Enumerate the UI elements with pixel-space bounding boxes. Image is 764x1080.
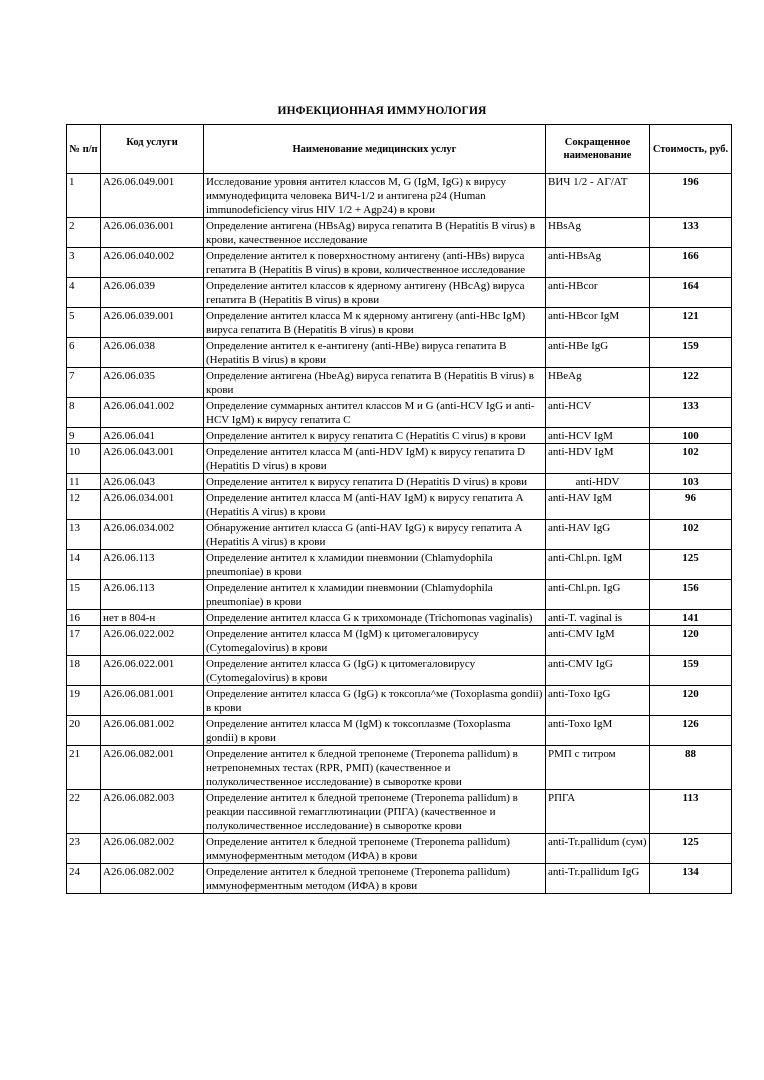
- price-cell: 96: [650, 490, 732, 520]
- row-num-cell: 15: [67, 580, 101, 610]
- row-num-cell: 9: [67, 428, 101, 444]
- table-row: [67, 338, 732, 368]
- service-name-cell: Определение антигена (HbeAg) вируса гепатита B (Hepatitis B virus) в крови: [204, 368, 546, 398]
- service-code-cell: A26.06.034.002: [101, 520, 204, 550]
- service-name-cell: Определение антител к бледной трепонеме (Treponema pallidum) иммуноферментным методом (ИФА) в крови: [204, 834, 546, 864]
- table-row: [67, 716, 732, 746]
- short-name-cell: anti-HDV: [546, 474, 650, 490]
- service-name-cell: Определение антител класса M (IgM) к цитомегаловирусу (Cytomegalovirus) в крови: [204, 626, 546, 656]
- service-name-cell: Определение суммарных антител классов M и G (anti-HCV IgG и anti-HCV IgM) к вирусу гепатита C: [204, 398, 546, 428]
- price-cell: 159: [650, 338, 732, 368]
- service-name-cell: Определение антител класса G к трихомонаде (Trichomonas vaginalis): [204, 610, 546, 626]
- header-price: Стоимость, руб.: [650, 125, 732, 174]
- service-code-cell: A26.06.038: [101, 338, 204, 368]
- service-code-cell: A26.06.035: [101, 368, 204, 398]
- header-name: Наименование медицинских услуг: [204, 125, 546, 174]
- service-code-cell: A26.06.082.002: [101, 864, 204, 894]
- service-name-cell: Определение антител класса M (IgM) к токсоплазме (Toxoplasma gondii) в крови: [204, 716, 546, 746]
- short-name-cell: РПГА: [546, 790, 650, 834]
- short-name-cell: anti-Tr.pallidum (сум): [546, 834, 650, 864]
- page-title: ИНФЕКЦИОННАЯ ИММУНОЛОГИЯ: [277, 105, 487, 117]
- service-code-cell: A26.06.040.002: [101, 248, 204, 278]
- table-header-row: [67, 125, 732, 174]
- service-code-cell: A26.06.049.001: [101, 174, 204, 218]
- service-name-cell: Определение антител к вирусу гепатита D (Hepatitis D virus) в крови: [204, 474, 546, 490]
- service-code-cell: A26.06.082.002: [101, 834, 204, 864]
- table-row: [67, 444, 732, 474]
- row-num-cell: 11: [67, 474, 101, 490]
- short-name-cell: anti-Tr.pallidum IgG: [546, 864, 650, 894]
- price-cell: 156: [650, 580, 732, 610]
- service-code-cell: A26.06.082.003: [101, 790, 204, 834]
- row-num-cell: 17: [67, 626, 101, 656]
- table-row: [67, 550, 732, 580]
- row-num-cell: 19: [67, 686, 101, 716]
- service-name-cell: Определение антител класса G (IgG) к цитомегаловирусу (Cytomegalovirus) в крови: [204, 656, 546, 686]
- table-body: [67, 174, 732, 894]
- service-name-cell: Определение антител класса G (IgG) к токсопла^ме (Toxoplasma gondii) в крови: [204, 686, 546, 716]
- service-code-cell: A26.06.022.002: [101, 626, 204, 656]
- service-name-cell: Определение антител к бледной трепонеме (Treponema pallidum) в нетрепонемных тестах (RPR, РМП) (качественное и полуколичественное исследование) в сыворотке крови: [204, 746, 546, 790]
- table-row: [67, 278, 732, 308]
- price-cell: 159: [650, 656, 732, 686]
- service-name-cell: Определение антител к вирусу гепатита C (Hepatitis C virus) в крови: [204, 428, 546, 444]
- short-name-cell: anti-HAV IgG: [546, 520, 650, 550]
- row-num-cell: 24: [67, 864, 101, 894]
- short-name-cell: anti-HAV IgM: [546, 490, 650, 520]
- service-code-cell: A26.06.113: [101, 580, 204, 610]
- short-name-cell: HBeAg: [546, 368, 650, 398]
- row-num-cell: 3: [67, 248, 101, 278]
- service-code-cell: A26.06.041: [101, 428, 204, 444]
- row-num-cell: 8: [67, 398, 101, 428]
- service-name-cell: Определение антител к бледной трепонеме (Treponema pallidum) иммуноферментным методом (ИФА) в крови: [204, 864, 546, 894]
- row-num-cell: 7: [67, 368, 101, 398]
- price-cell: 88: [650, 746, 732, 790]
- service-code-cell: нет в 804-н: [101, 610, 204, 626]
- short-name-cell: anti-Toxo IgM: [546, 716, 650, 746]
- row-num-cell: 6: [67, 338, 101, 368]
- table-row: [67, 218, 732, 248]
- table-row: [67, 520, 732, 550]
- row-num-cell: 2: [67, 218, 101, 248]
- row-num-cell: 10: [67, 444, 101, 474]
- row-num-cell: 4: [67, 278, 101, 308]
- service-name-cell: Обнаружение антител класса G (anti-HAV IgG) к вирусу гепатита A (Hepatitis A virus) в крови: [204, 520, 546, 550]
- short-name-cell: РМП с титром: [546, 746, 650, 790]
- table-row: [67, 580, 732, 610]
- service-name-cell: Исследование уровня антител классов M, G (IgM, IgG) к вирусу иммунодефицита человека ВИЧ-1/2 и антигена p24 (Human immunodeficiency virus HIV 1/2 + Agp24) в крови: [204, 174, 546, 218]
- short-name-cell: anti-T. vaginal is: [546, 610, 650, 626]
- short-name-cell: anti-HCV: [546, 398, 650, 428]
- short-name-cell: ВИЧ 1/2 - АГ/АТ: [546, 174, 650, 218]
- row-num-cell: 12: [67, 490, 101, 520]
- service-code-cell: A26.06.034.001: [101, 490, 204, 520]
- service-name-cell: Определение антител классов к ядерному антигену (HBcAg) вируса гепатита B (Hepatitis B virus) в крови: [204, 278, 546, 308]
- short-name-cell: HBsAg: [546, 218, 650, 248]
- table-row: [67, 864, 732, 894]
- price-cell: 126: [650, 716, 732, 746]
- price-cell: 141: [650, 610, 732, 626]
- service-code-cell: A26.06.036.001: [101, 218, 204, 248]
- service-code-cell: A26.06.043: [101, 474, 204, 490]
- price-cell: 133: [650, 398, 732, 428]
- table-row: [67, 746, 732, 790]
- short-name-cell: anti-HCV IgM: [546, 428, 650, 444]
- short-name-cell: anti-Chl.pn. IgM: [546, 550, 650, 580]
- price-cell: 125: [650, 834, 732, 864]
- price-cell: 134: [650, 864, 732, 894]
- price-cell: 122: [650, 368, 732, 398]
- table-row: [67, 398, 732, 428]
- table-row: [67, 490, 732, 520]
- row-num-cell: 13: [67, 520, 101, 550]
- service-code-cell: A26.06.082.001: [101, 746, 204, 790]
- price-cell: 196: [650, 174, 732, 218]
- table-row: [67, 474, 732, 490]
- header-short: Сокращенное наименование: [546, 125, 650, 174]
- service-name-cell: Определение антител к хламидии пневмонии (Chlamydophila pneumoniae) в крови: [204, 580, 546, 610]
- row-num-cell: 5: [67, 308, 101, 338]
- service-code-cell: A26.06.041.002: [101, 398, 204, 428]
- service-name-cell: Определение антител к хламидии пневмонии (Chlamydophila pneumoniae) в крови: [204, 550, 546, 580]
- service-code-cell: A26.06.113: [101, 550, 204, 580]
- service-name-cell: Определение антител к поверхностному антигену (anti-HBs) вируса гепатита B (Hepatitis B virus) в крови, количественное исследование: [204, 248, 546, 278]
- price-cell: 100: [650, 428, 732, 444]
- short-name-cell: anti-CMV IgG: [546, 656, 650, 686]
- header-num: № п/п: [67, 125, 101, 174]
- service-code-cell: A26.06.039: [101, 278, 204, 308]
- service-name-cell: Определение антител класса M к ядерному антигену (anti-HBc IgM) вируса гепатита B (Hepatitis B virus) в крови: [204, 308, 546, 338]
- table-row: [67, 308, 732, 338]
- table-row: [67, 368, 732, 398]
- service-code-cell: A26.06.043.001: [101, 444, 204, 474]
- service-code-cell: A26.06.022.001: [101, 656, 204, 686]
- service-name-cell: Определение антигена (HBsAg) вируса гепатита B (Hepatitis B virus) в крови, качественное исследование: [204, 218, 546, 248]
- short-name-cell: anti-HBcor: [546, 278, 650, 308]
- table-row: [67, 686, 732, 716]
- short-name-cell: anti-HBe IgG: [546, 338, 650, 368]
- short-name-cell: anti-Toxo IgG: [546, 686, 650, 716]
- short-name-cell: anti-Chl.pn. IgG: [546, 580, 650, 610]
- price-cell: 121: [650, 308, 732, 338]
- price-cell: 120: [650, 626, 732, 656]
- row-num-cell: 22: [67, 790, 101, 834]
- table-row: [67, 428, 732, 444]
- table-row: [67, 248, 732, 278]
- header-code: Код услуги: [101, 125, 204, 174]
- price-cell: 133: [650, 218, 732, 248]
- table-row: [67, 174, 732, 218]
- service-name-cell: Определение антител класса M (anti-HAV IgM) к вирусу гепатита A (Hepatitis A virus) в крови: [204, 490, 546, 520]
- price-cell: 164: [650, 278, 732, 308]
- short-name-cell: anti-CMV IgM: [546, 626, 650, 656]
- price-cell: 103: [650, 474, 732, 490]
- short-name-cell: anti-HDV IgM: [546, 444, 650, 474]
- price-cell: 102: [650, 444, 732, 474]
- row-num-cell: 23: [67, 834, 101, 864]
- price-cell: 120: [650, 686, 732, 716]
- short-name-cell: anti-HBsAg: [546, 248, 650, 278]
- table-row: [67, 610, 732, 626]
- table-row: [67, 626, 732, 656]
- service-code-cell: A26.06.081.001: [101, 686, 204, 716]
- service-code-cell: A26.06.081.002: [101, 716, 204, 746]
- table-row: [67, 790, 732, 834]
- row-num-cell: 14: [67, 550, 101, 580]
- table-row: [67, 834, 732, 864]
- price-cell: 113: [650, 790, 732, 834]
- short-name-cell: anti-HBcor IgM: [546, 308, 650, 338]
- price-cell: 166: [650, 248, 732, 278]
- row-num-cell: 21: [67, 746, 101, 790]
- service-code-cell: A26.06.039.001: [101, 308, 204, 338]
- row-num-cell: 20: [67, 716, 101, 746]
- row-num-cell: 16: [67, 610, 101, 626]
- price-cell: 102: [650, 520, 732, 550]
- price-cell: 125: [650, 550, 732, 580]
- services-price-table: [66, 124, 732, 894]
- table-row: [67, 656, 732, 686]
- service-name-cell: Определение антител класса M (anti-HDV IgM) к вирусу гепатита D (Hepatitis D virus) в крови: [204, 444, 546, 474]
- service-name-cell: Определение антител к бледной трепонеме (Treponema pallidum) в реакции пассивной гемагглютинации (РПГА) (качественное и полуколичественное исследование) в сыворотке крови: [204, 790, 546, 834]
- row-num-cell: 18: [67, 656, 101, 686]
- service-name-cell: Определение антител к e-антигену (anti-HBe) вируса гепатита B (Hepatitis B virus) в крови: [204, 338, 546, 368]
- row-num-cell: 1: [67, 174, 101, 218]
